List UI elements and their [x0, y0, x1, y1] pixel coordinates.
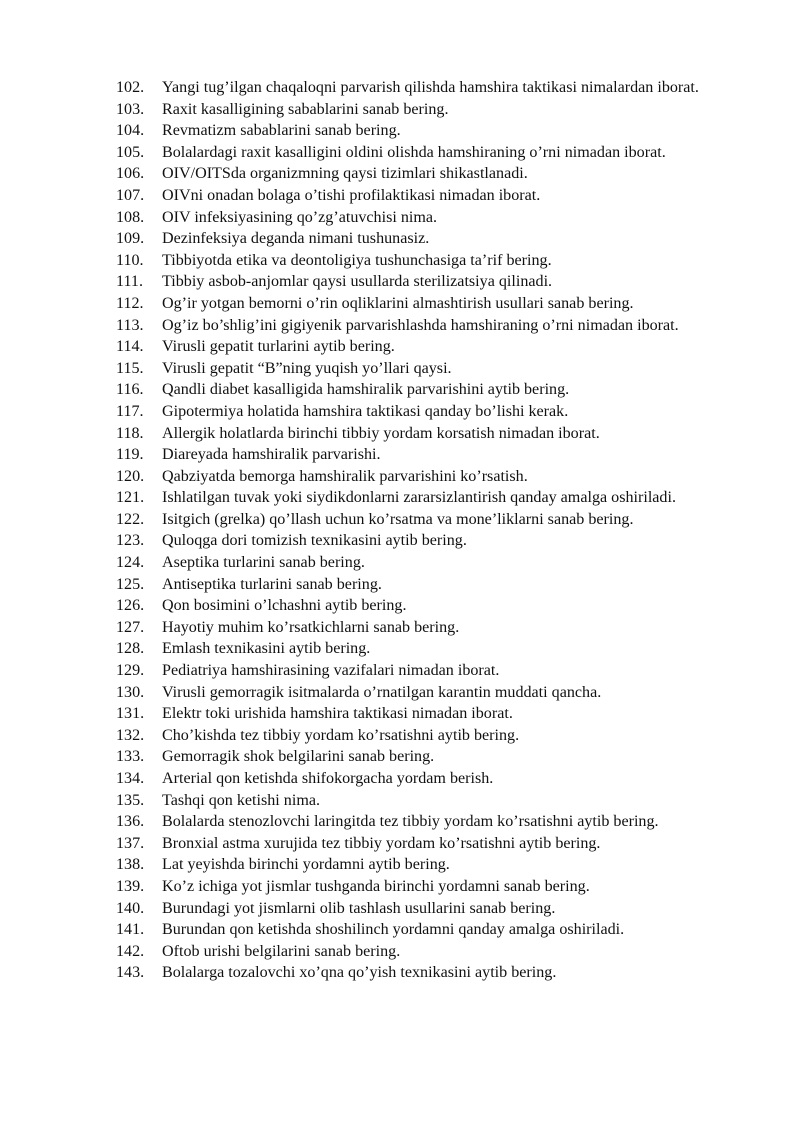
question-number: 104. [116, 122, 145, 140]
question-text: Bronxial astma xurujida tez tibbiy yordam ko’rsatishni aytib bering. [162, 834, 601, 852]
question-item [116, 120, 743, 142]
question-item [116, 250, 743, 272]
question-number: 107. [116, 186, 145, 204]
question-text: Bolalarga tozalovchi xo’qna qo’yish texnikasini aytib bering. [162, 964, 557, 982]
question-text: Ko’z ichiga yot jismlar tushganda birinchi yordamni sanab bering. [162, 877, 590, 895]
question-text: Qandli diabet kasalligida hamshiralik parvarishini aytib bering. [162, 381, 570, 399]
question-item [116, 638, 743, 660]
question-text: Gemorragik shok belgilarini sanab bering. [162, 748, 435, 766]
question-number: 122. [116, 510, 145, 528]
question-text: Tibbiy asbob-anjomlar qaysi usullarda sterilizatsiya qilinadi. [162, 273, 553, 291]
question-number: 108. [116, 208, 145, 226]
question-item [116, 746, 743, 768]
question-number: 138. [116, 856, 145, 874]
question-item [116, 768, 743, 790]
question-text: Ishlatilgan tuvak yoki siydikdonlarni zararsizlantirish qanday amalga oshiriladi. [162, 489, 676, 507]
question-item [116, 509, 743, 531]
question-text: Oftob urishi belgilarini sanab bering. [162, 942, 401, 960]
question-item [116, 99, 743, 121]
question-number: 125. [116, 575, 145, 593]
question-text: Allergik holatlarda birinchi tibbiy yordam korsatish nimadan iborat. [162, 424, 600, 442]
question-number: 116. [116, 381, 144, 399]
question-number: 123. [116, 532, 145, 550]
question-item [116, 898, 743, 920]
question-number: 126. [116, 597, 145, 615]
question-text: Burundagi yot jismlarni olib tashlash usullarini sanab bering. [162, 899, 556, 917]
question-item [116, 207, 743, 229]
question-item [116, 574, 743, 596]
question-text: Antiseptika turlarini sanab bering. [162, 575, 382, 593]
question-text: Raxit kasalligining sabablarini sanab bering. [162, 100, 449, 118]
question-number: 129. [116, 662, 145, 680]
question-number: 124. [116, 554, 145, 572]
question-text: Arterial qon ketishda shifokorgacha yordam berish. [162, 770, 494, 787]
question-text: Cho’kishda tez tibbiy yordam ko’rsatishni aytib bering. [162, 726, 520, 744]
question-item [116, 379, 743, 401]
question-number: 135. [116, 791, 145, 809]
question-number: 127. [116, 618, 145, 636]
question-item [116, 336, 743, 358]
question-item [116, 315, 743, 337]
question-number: 120. [116, 467, 145, 485]
question-text: OIV infeksiyasining qo’zg’atuvchisi nima. [162, 208, 438, 226]
question-item [116, 358, 743, 380]
question-number: 137. [116, 834, 145, 852]
question-item [116, 466, 743, 488]
question-text: Og’ir yotgan bemorni o’rin oqliklarini almashtirish usullari sanab bering. [162, 294, 634, 312]
question-item [116, 595, 743, 617]
question-number: 110. [116, 251, 144, 269]
question-number: 115. [116, 359, 144, 377]
question-text: Qabziyatda bemorga hamshiralik parvarishini ko’rsatish. [162, 467, 528, 485]
question-text: Hayotiy muhim ko’rsatkichlarni sanab bering. [162, 618, 460, 636]
question-item [116, 617, 743, 639]
question-number: 118. [116, 424, 144, 442]
question-text: Yangi tug’ilgan chaqaloqni parvarish qilishda hamshira taktikasi nimalardan iborat. [162, 79, 699, 96]
question-text: Lat yeyishda birinchi yordamni aytib bering. [162, 856, 450, 874]
question-text: Virusli gepatit turlarini aytib bering. [162, 338, 395, 356]
question-text: Revmatizm sabablarini sanab bering. [162, 122, 401, 140]
question-item [116, 444, 743, 466]
question-number: 140. [116, 899, 145, 917]
question-number: 134. [116, 770, 145, 787]
question-text: Isitgich (grelka) qo’llash uchun ko’rsatma va mone’liklarni sanab bering. [162, 510, 634, 528]
question-item [116, 811, 743, 833]
question-item [116, 962, 743, 984]
question-text: Tibbiyotda etika va deontoligiya tushunchasiga ta’rif bering. [162, 251, 552, 269]
question-number: 117. [116, 402, 144, 420]
question-number: 130. [116, 683, 145, 701]
question-text: Elektr toki urishida hamshira taktikasi nimadan iborat. [162, 705, 513, 723]
question-number: 114. [116, 338, 144, 356]
question-item [116, 552, 743, 574]
question-number: 103. [116, 100, 145, 118]
question-text: Burundan qon ketishda shoshilinch yordamni qanday amalga oshiriladi. [162, 921, 625, 939]
question-item [116, 293, 743, 315]
question-number: 105. [116, 143, 145, 161]
question-number: 143. [116, 964, 145, 982]
question-number: 142. [116, 942, 145, 960]
question-number: 109. [116, 230, 145, 248]
question-text: Quloqga dori tomizish texnikasini aytib bering. [162, 532, 467, 550]
question-text: OIVni onadan bolaga o’tishi profilaktikasi nimadan iborat. [162, 186, 541, 204]
question-number: 121. [116, 489, 145, 507]
question-number: 128. [116, 640, 145, 658]
question-item [116, 271, 743, 293]
question-text: Aseptika turlarini sanab bering. [162, 554, 365, 572]
question-item [116, 530, 743, 552]
question-text: OIV/OITSda organizmning qaysi tizimlari shikastlanadi. [162, 165, 528, 183]
question-item [116, 725, 743, 747]
question-text: Gipotermiya holatida hamshira taktikasi qanday bo’lishi kerak. [162, 402, 569, 420]
question-number: 133. [116, 748, 145, 766]
question-text: Pediatriya hamshirasining vazifalari nimadan iborat. [162, 662, 500, 680]
question-number: 141. [116, 921, 145, 939]
question-text: Og’iz bo’shlig’ini gigiyenik parvarishlashda hamshiraning o’rni nimadan iborat. [162, 316, 679, 334]
question-number: 113. [116, 316, 144, 334]
question-text: Qon bosimini o’lchashni aytib bering. [162, 597, 407, 615]
question-item [116, 401, 743, 423]
question-text: Virusli gemorragik isitmalarda o’rnatilgan karantin muddati qancha. [162, 683, 602, 701]
question-number: 102. [116, 79, 145, 96]
question-item [116, 833, 743, 855]
question-number: 131. [116, 705, 145, 723]
question-number: 111. [116, 273, 143, 291]
question-item [116, 682, 743, 704]
question-item [116, 142, 743, 164]
question-text: Bolalarda stenozlovchi laringitda tez tibbiy yordam ko’rsatishni aytib bering. [162, 813, 659, 831]
question-item [116, 163, 743, 185]
question-item [116, 941, 743, 963]
question-text: Emlash texnikasini aytib bering. [162, 640, 371, 658]
question-number: 106. [116, 165, 145, 183]
question-item [116, 185, 743, 207]
question-list [116, 77, 743, 984]
question-item [116, 790, 743, 812]
question-text: Dezinfeksiya deganda nimani tushunasiz. [162, 230, 430, 248]
question-text: Bolalardagi raxit kasalligini oldini olishda hamshiraning o’rni nimadan iborat. [162, 143, 666, 161]
question-number: 139. [116, 877, 145, 895]
question-item [116, 77, 743, 99]
question-number: 132. [116, 726, 145, 744]
question-item [116, 660, 743, 682]
question-number: 119. [116, 446, 144, 464]
question-item [116, 228, 743, 250]
question-number: 112. [116, 294, 144, 312]
question-number: 136. [116, 813, 145, 831]
question-item [116, 876, 743, 898]
question-item [116, 854, 743, 876]
question-text: Tashqi qon ketishi nima. [162, 791, 321, 809]
question-item [116, 423, 743, 445]
question-text: Diareyada hamshiralik parvarishi. [162, 446, 381, 464]
question-item [116, 487, 743, 509]
question-item [116, 919, 743, 941]
question-item [116, 703, 743, 725]
question-text: Virusli gepatit “B”ning yuqish yo’llari qaysi. [162, 359, 452, 377]
